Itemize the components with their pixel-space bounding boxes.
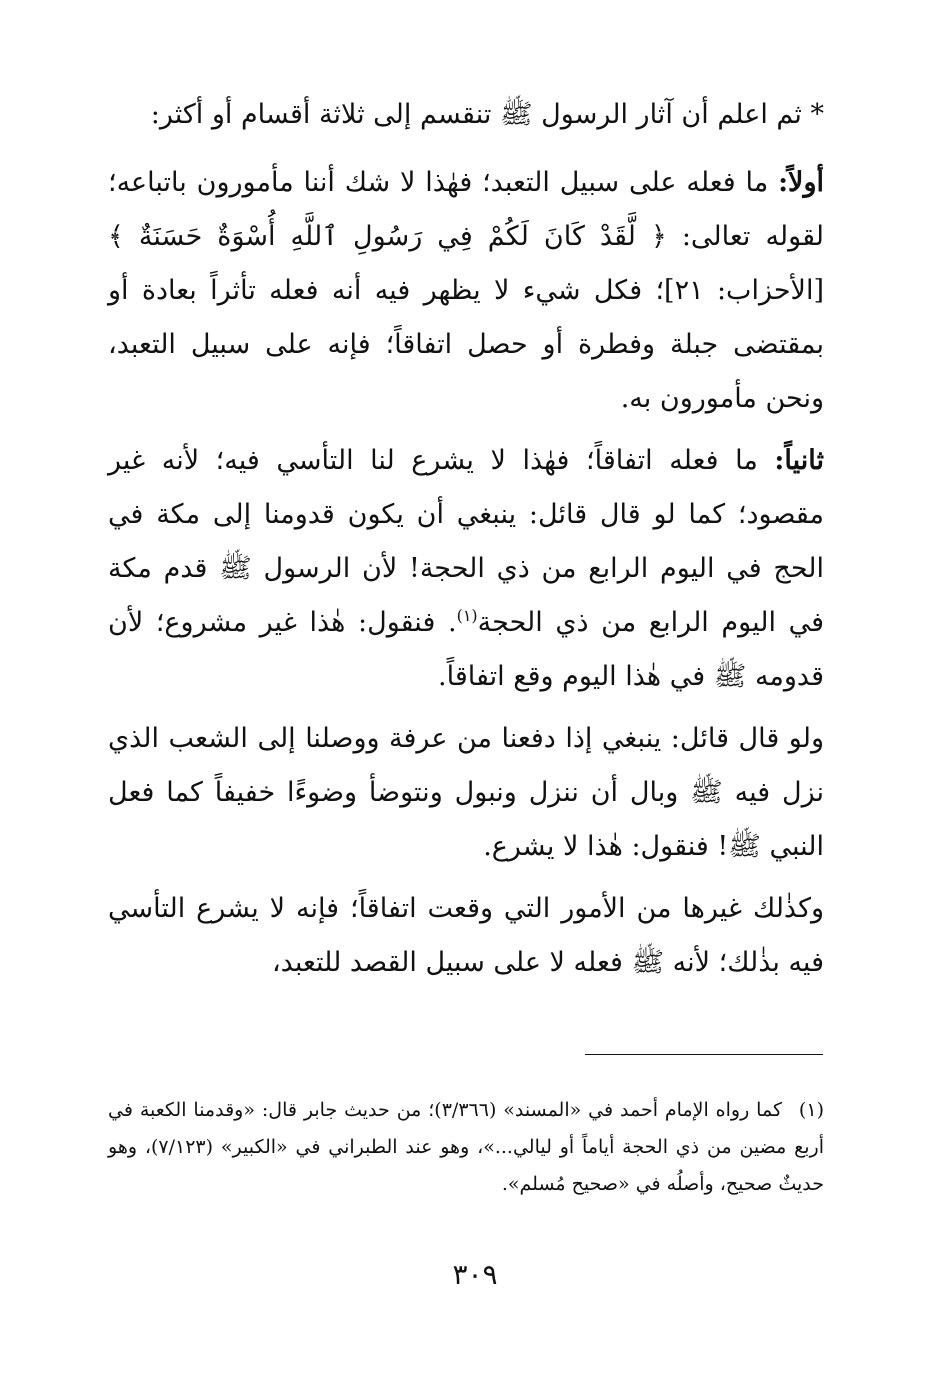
paragraph-fourth [108, 882, 824, 990]
footnotes [108, 1092, 824, 1203]
paragraph-first-text: ما فعله على سبيل التعبد؛ فهٰذا لا شك أننا مأمورون باتباعه؛ لقوله تعالى: [108, 167, 824, 252]
paragraph-first-heading: أولاً: [778, 167, 824, 198]
footnote-divider [585, 1054, 823, 1055]
paragraph-second-text-continued: . فنقول: هٰذا غير مشروع؛ لأن قدومه ﷺ في هٰذا اليوم وقع اتفاقاً. [108, 607, 824, 692]
footnote-reference[interactable]: (١) [456, 606, 478, 625]
footnote-text: كما رواه الإمام أحمد في «المسند» (٣/٣٦٦)؛ من حديث جابر قال: «وقدمنا الكعبة في أربع مضين من ذي الحجة أياماً أو ليالي...»، وهو عند الطبراني في «الكبير» (٧/١٢٣)، وهو حديثٌ صحيح، وأصلُه في «صحيح مُسلم». [108, 1099, 824, 1195]
quran-verse: ﴿ لَّقَدْ كَانَ لَكُمْ فِي رَسُولِ ٱللَّهِ أُسْوَةٌ حَسَنَةٌ ﴾ [108, 221, 667, 252]
asterisk-marker: * [810, 99, 824, 130]
paragraph-third [108, 712, 824, 874]
paragraph-first [108, 156, 824, 426]
paragraph-intro-text: ثم اعلم أن آثار الرسول ﷺ تنقسم إلى ثلاثة أقسام أو أكثر: [150, 99, 802, 130]
main-text [108, 88, 824, 998]
paragraph-third-text: ولو قال قائل: ينبغي إذا دفعنا من عرفة ووصلنا إلى الشعب الذي نزل فيه ﷺ وبال أن ننزل ونبول ونتوضأ وضوءًا خفيفاً كما فعل النبي ﷺ! فنقول: هٰذا لا يشرع. [108, 723, 824, 862]
paragraph-second-text: ما فعله اتفاقاً؛ فهٰذا لا يشرع لنا التأسي فيه؛ لأنه غير مقصود؛ كما لو قال قائل: ينبغي أن يكون قدومنا إلى مكة في الحج في اليوم الرابع من ذي الحجة! لأن الرسول ﷺ قدم مكة في اليوم الرابع من ذي الحجة [108, 445, 824, 638]
page-number: ٣٠٩ [452, 1258, 498, 1291]
paragraph-second-heading: ثانياً: [774, 445, 824, 476]
paragraph-first-text-continued: [الأحزاب: ٢١]؛ فكل شيء لا يظهر فيه أنه فعله تأثراً بعادة أو بمقتضى جبلة وفطرة أو حصل اتفاقاً؛ فإنه على سبيل التعبد، ونحن مأمورون به. [108, 275, 824, 414]
paragraph-fourth-text: وكذٰلك غيرها من الأمور التي وقعت اتفاقاً؛ فإنه لا يشرع التأسي فيه بذٰلك؛ لأنه ﷺ فعله لا على سبيل القصد للتعبد، [108, 893, 824, 978]
paragraph-intro [108, 88, 824, 142]
paragraph-second [108, 434, 824, 704]
footnote-number: (١) [798, 1099, 824, 1121]
